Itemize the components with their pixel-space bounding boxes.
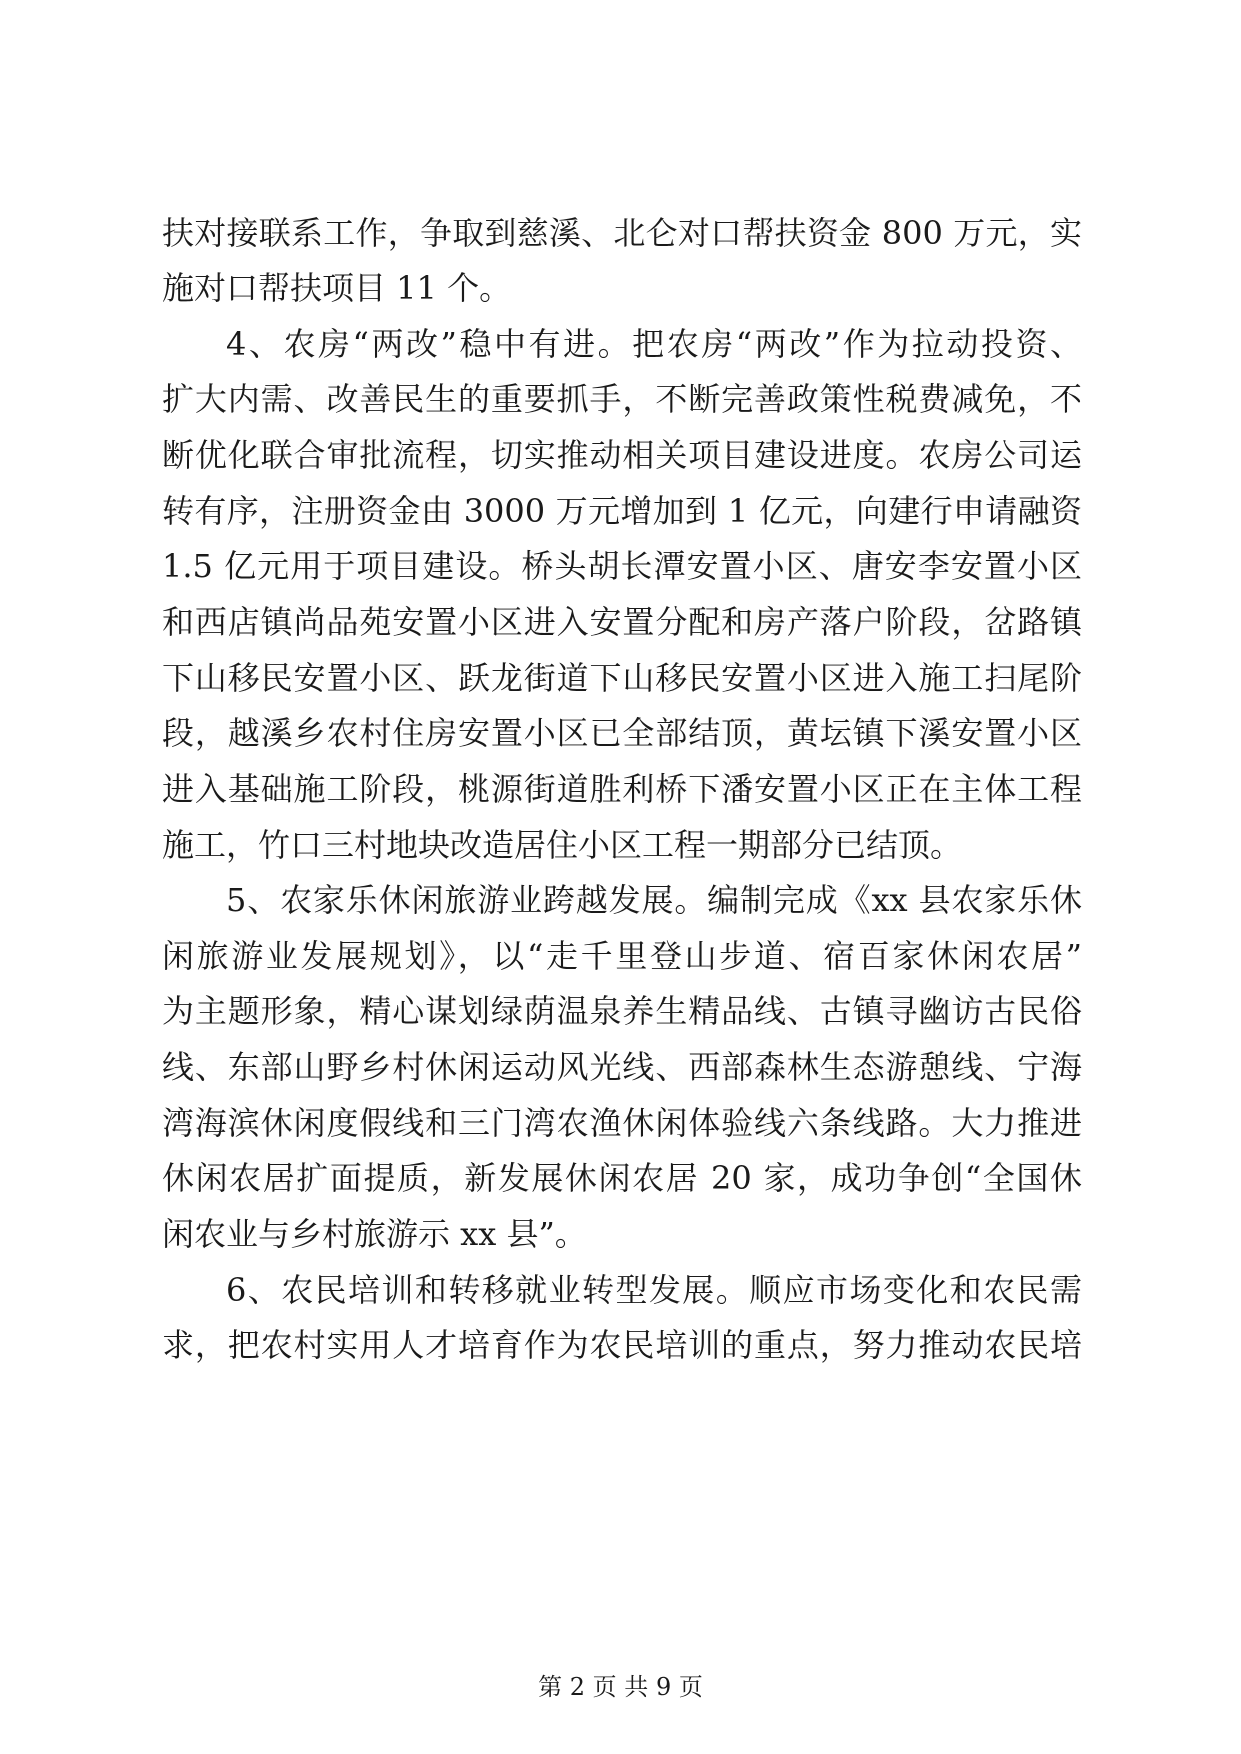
text-line: 闲农业与乡村旅游示 xx 县”。 bbox=[162, 1215, 587, 1253]
text-line: 断优化联合审批流程，切实推动相关项目建设进度。农房公司运 bbox=[162, 436, 1082, 474]
text-line: 扶对接联系工作，争取到慈溪、北仑对口帮扶资金 800 万元，实 bbox=[162, 214, 1082, 252]
text-line: 为主题形象，精心谋划绿荫温泉养生精品线、古镇寻幽访古民俗 bbox=[162, 992, 1082, 1030]
text-line: 下山移民安置小区、跃龙街道下山移民安置小区进入施工扫尾阶 bbox=[162, 659, 1082, 697]
text-line: 6、农民培训和转移就业转型发展。顺应市场变化和农民需 bbox=[226, 1271, 1082, 1309]
text-line: 施对口帮扶项目 11 个。 bbox=[162, 269, 512, 307]
page-number-footer: 第 2 页 共 9 页 bbox=[538, 1673, 703, 1701]
text-line: 5、农家乐休闲旅游业跨越发展。编制完成《xx 县农家乐休 bbox=[226, 881, 1082, 919]
text-line: 求，把农村实用人才培育作为农民培训的重点，努力推动农民培 bbox=[162, 1326, 1082, 1364]
text-line: 和西店镇尚品苑安置小区进入安置分配和房产落户阶段，岔路镇 bbox=[162, 603, 1082, 641]
text-line: 线、东部山野乡村休闲运动风光线、西部森林生态游憩线、宁海 bbox=[162, 1048, 1082, 1086]
text-line: 4、农房“两改”稳中有进。把农房“两改”作为拉动投资、 bbox=[226, 325, 1082, 363]
text-line: 段，越溪乡农村住房安置小区已全部结顶，黄坛镇下溪安置小区 bbox=[162, 714, 1082, 752]
text-line: 进入基础施工阶段，桃源街道胜利桥下潘安置小区正在主体工程 bbox=[162, 770, 1082, 808]
text-line: 转有序，注册资金由 3000 万元增加到 1 亿元，向建行申请融资 bbox=[162, 492, 1082, 530]
text-line: 休闲农居扩面提质，新发展休闲农居 20 家，成功争创“全国休 bbox=[162, 1159, 1082, 1197]
text-line: 闲旅游业发展规划》，以“走千里登山步道、宿百家休闲农居” bbox=[162, 937, 1082, 975]
text-line: 扩大内需、改善民生的重要抓手，不断完善政策性税费减免，不 bbox=[162, 380, 1082, 418]
text-line: 1.5 亿元用于项目建设。桥头胡长潭安置小区、唐安李安置小区 bbox=[162, 547, 1082, 585]
text-line: 施工，竹口三村地块改造居住小区工程一期部分已结顶。 bbox=[162, 826, 963, 864]
text-line: 湾海滨休闲度假线和三门湾农渔休闲体验线六条线路。大力推进 bbox=[162, 1104, 1082, 1142]
